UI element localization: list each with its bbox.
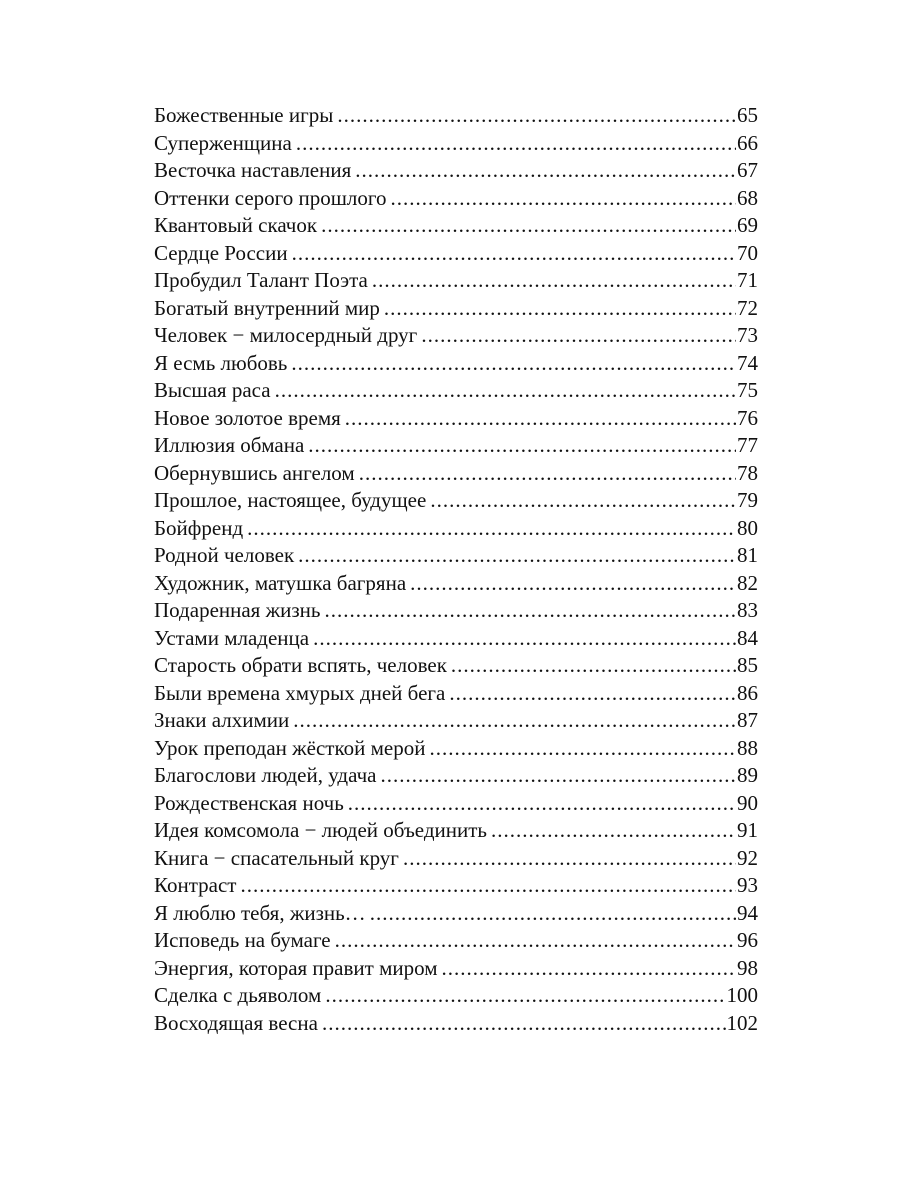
toc-entry-page: 75 — [737, 378, 758, 402]
dot-leader — [313, 625, 736, 653]
toc-entry — [154, 460, 758, 488]
toc-entry-page: 90 — [737, 790, 758, 815]
toc-entry-page: 91 — [737, 818, 758, 842]
toc-entry-page: 86 — [737, 680, 758, 705]
dot-leader — [337, 102, 736, 130]
toc-entry-page: 68 — [737, 185, 758, 210]
toc-entry-title: Знаки алхимии — [154, 708, 290, 732]
toc-entry — [154, 542, 758, 570]
toc-entry — [154, 432, 758, 460]
toc-entry — [154, 350, 758, 378]
toc-entry-title: Оттенки серого прошлого — [154, 185, 387, 210]
toc-entry — [154, 817, 758, 845]
toc-entry-title: Благослови людей, удача — [154, 763, 377, 787]
dot-leader — [325, 982, 725, 1010]
dot-leader — [291, 350, 736, 378]
toc-entry-title: Родной человек — [154, 543, 295, 567]
dot-leader — [308, 432, 736, 460]
toc-entry-page: 85 — [737, 653, 758, 677]
toc-entry-title: Контраст — [154, 873, 237, 897]
toc-entry-title: Суперженщина — [154, 130, 292, 155]
dot-leader — [449, 680, 736, 708]
dot-leader — [335, 927, 736, 955]
toc-entry-page: 84 — [737, 625, 758, 650]
dot-leader — [372, 267, 736, 295]
toc-entry-title: Квантовый скачок — [154, 213, 318, 237]
toc-entry-page: 102 — [726, 1010, 758, 1035]
toc-entry-title: Новое золотое время — [154, 405, 341, 430]
toc-entry-title: Божественные игры — [154, 103, 334, 127]
dot-leader — [355, 157, 736, 185]
toc-entry — [154, 790, 758, 818]
toc-entry-page: 87 — [737, 708, 758, 732]
toc-entry — [154, 955, 758, 983]
toc-entry — [154, 652, 758, 680]
dot-leader — [421, 322, 736, 350]
toc-entry — [154, 212, 758, 240]
toc-entry-title: Богатый внутренний мир — [154, 295, 380, 320]
toc-entry-title: Сделка с дьяволом — [154, 983, 322, 1007]
toc-entry-title: Прошлое, настоящее, будущее — [154, 488, 427, 512]
toc-entry — [154, 625, 758, 653]
toc-entry-title: Энергия, которая правит миром — [154, 955, 438, 980]
toc-entry-page: 73 — [737, 323, 758, 347]
toc-entry-title: Восходящая весна — [154, 1010, 318, 1035]
toc-entry — [154, 927, 758, 955]
toc-entry-page: 67 — [737, 158, 758, 182]
toc-entry-page: 81 — [737, 543, 758, 567]
toc-entry-title: Идея комсомола − людей объединить — [154, 818, 487, 842]
toc-entry-page: 71 — [737, 268, 758, 292]
toc-entry — [154, 982, 758, 1010]
toc-entry — [154, 130, 758, 158]
toc-entry — [154, 762, 758, 790]
table-of-contents — [154, 102, 758, 1037]
toc-entry-page: 72 — [737, 295, 758, 320]
toc-entry — [154, 487, 758, 515]
toc-entry-title: Иллюзия обмана — [154, 433, 305, 457]
toc-entry-title: Обернувшись ангелом — [154, 460, 355, 485]
toc-entry-page: 98 — [737, 955, 758, 980]
toc-entry-title: Бойфренд — [154, 515, 244, 540]
dot-leader — [491, 817, 736, 845]
toc-entry — [154, 845, 758, 873]
toc-entry-page: 88 — [737, 735, 758, 760]
toc-entry-page: 74 — [737, 350, 758, 375]
toc-entry-title: Я люблю тебя, жизнь… — [154, 900, 366, 925]
toc-entry — [154, 680, 758, 708]
dot-leader — [451, 652, 736, 680]
toc-entry — [154, 185, 758, 213]
toc-entry-page: 100 — [726, 983, 758, 1007]
dot-leader — [429, 735, 736, 763]
toc-entry — [154, 295, 758, 323]
toc-entry — [154, 707, 758, 735]
toc-entry-page: 94 — [737, 900, 758, 925]
toc-entry-page: 96 — [737, 928, 758, 952]
toc-entry-title: Сердце России — [154, 240, 288, 265]
toc-entry-page: 69 — [737, 213, 758, 237]
dot-leader — [324, 597, 736, 625]
toc-entry-page: 79 — [737, 488, 758, 512]
toc-entry-page: 70 — [737, 240, 758, 265]
toc-entry-page: 82 — [737, 570, 758, 595]
dot-leader — [391, 185, 737, 213]
dot-leader — [384, 295, 736, 323]
toc-entry-page: 83 — [737, 598, 758, 622]
toc-entry — [154, 900, 758, 928]
dot-leader — [430, 487, 736, 515]
toc-entry-page: 78 — [737, 460, 758, 485]
dot-leader — [345, 405, 736, 433]
toc-entry — [154, 240, 758, 268]
dot-leader — [247, 515, 736, 543]
toc-entry — [154, 515, 758, 543]
toc-entry-title: Рождественская ночь — [154, 790, 344, 815]
toc-entry-title: Высшая раса — [154, 378, 271, 402]
toc-entry — [154, 377, 758, 405]
toc-entry — [154, 102, 758, 130]
toc-entry — [154, 267, 758, 295]
toc-entry-page: 66 — [737, 130, 758, 155]
toc-entry-page: 76 — [737, 405, 758, 430]
dot-leader — [322, 1010, 726, 1038]
dot-leader — [292, 240, 736, 268]
toc-entry — [154, 597, 758, 625]
toc-entry-page: 77 — [737, 433, 758, 457]
toc-entry-page: 80 — [737, 515, 758, 540]
toc-entry-title: Пробудил Талант Поэта — [154, 268, 368, 292]
toc-entry-page: 93 — [737, 873, 758, 897]
toc-entry-title: Книга − спасательный круг — [154, 845, 399, 870]
toc-entry — [154, 322, 758, 350]
toc-entry — [154, 157, 758, 185]
toc-entry-title: Художник, матушка багряна — [154, 570, 407, 595]
toc-entry-page: 65 — [737, 103, 758, 127]
dot-leader — [240, 872, 736, 900]
toc-entry-title: Исповедь на бумаге — [154, 928, 331, 952]
dot-leader — [370, 900, 736, 928]
dot-leader — [410, 570, 736, 598]
dot-leader — [348, 790, 736, 818]
toc-entry-title: Старость обрати вспять, человек — [154, 653, 447, 677]
dot-leader — [403, 845, 736, 873]
dot-leader — [441, 955, 736, 983]
toc-entry-title: Устами младенца — [154, 625, 310, 650]
toc-entry-page: 92 — [737, 845, 758, 870]
toc-entry-title: Урок преподан жёсткой мерой — [154, 735, 426, 760]
toc-entry — [154, 872, 758, 900]
toc-entry — [154, 405, 758, 433]
dot-leader — [359, 460, 736, 488]
toc-entry — [154, 1010, 758, 1038]
dot-leader — [380, 762, 736, 790]
toc-entry — [154, 735, 758, 763]
toc-entry-title: Были времена хмурых дней бега — [154, 680, 446, 705]
dot-leader — [296, 130, 736, 158]
toc-entry-title: Подаренная жизнь — [154, 598, 321, 622]
dot-leader — [275, 377, 736, 405]
dot-leader — [293, 707, 736, 735]
dot-leader — [298, 542, 736, 570]
dot-leader — [321, 212, 736, 240]
toc-entry-page: 89 — [737, 763, 758, 787]
toc-entry-title: Человек − милосердный друг — [154, 323, 418, 347]
toc-entry — [154, 570, 758, 598]
toc-entry-title: Весточка наставления — [154, 158, 352, 182]
toc-entry-title: Я есмь любовь — [154, 350, 288, 375]
